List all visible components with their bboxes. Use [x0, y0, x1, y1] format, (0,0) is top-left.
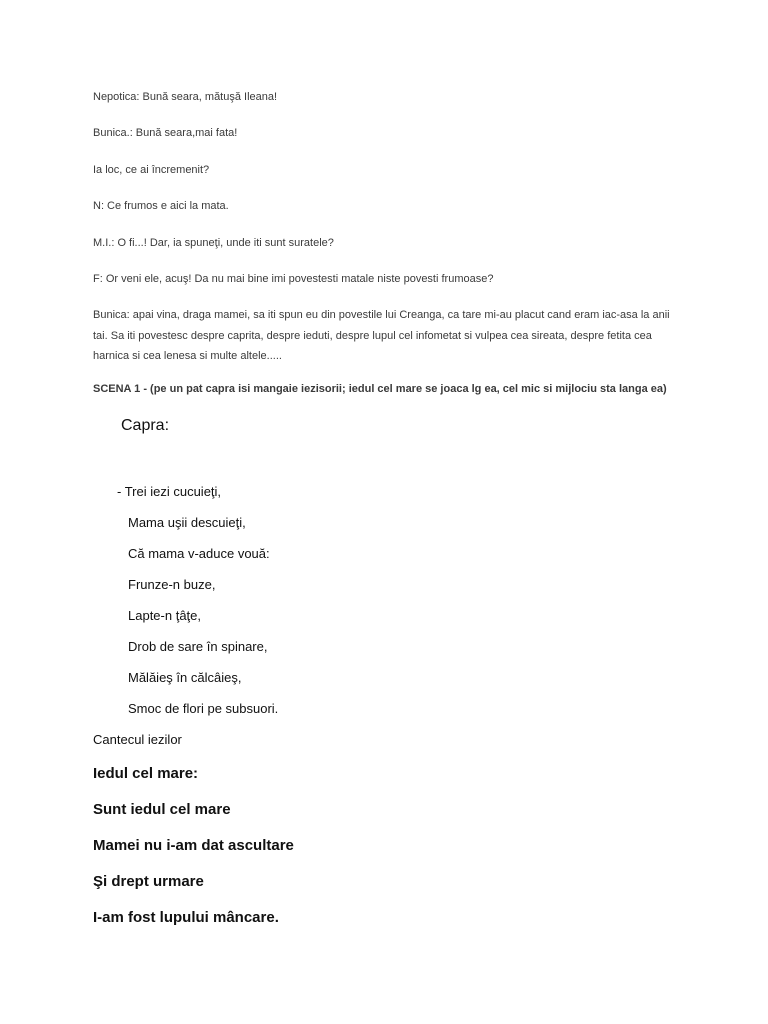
scene-heading: SCENA 1 - (pe un pat capra isi mangaie iezisorii; iedul cel mare se joaca lg ea, cel mic si mijlociu sta langa ea) [93, 383, 667, 395]
capra-label: Capra: [121, 417, 170, 434]
dialogue-line-f: F: Or veni ele, acuş! Da nu mai bine imi povestesti matale niste povesti frumoase? [93, 273, 494, 285]
dialogue-line-mi: M.I.: O fi...! Dar, ia spuneţi, unde iti sunt suratele? [93, 237, 334, 249]
song-line: Smoc de flori pe subsuori. [128, 701, 279, 716]
song-line: Mălăieş în călcâieş, [128, 670, 242, 685]
dialogue-line-n: N: Ce frumos e aici la mata. [93, 200, 229, 212]
song-line: Frunze-n buze, [128, 577, 216, 592]
song-line: - Trei iezi cucuieţi, [117, 484, 222, 499]
iedul-mare-line: Şi drept urmare [93, 873, 204, 890]
bunica-paragraph: Bunica: apai vina, draga mamei, sa iti spun eu din povestile lui Creanga, ca tare mi-au placut cand eram iac-asa la anii tai. Sa iti povestesc despre caprita, despre ieduti, despre lupul cel infometat si vulpea cea sireata, despre fetita cea harnica si cea lenesa si multe altele..... [93, 309, 670, 362]
iedul-mare-heading: Iedul cel mare: [93, 765, 199, 782]
dialogue-line-nepotica: Nepotica: Bună seara, mătuşă Ileana! [93, 91, 278, 103]
song-line: Că mama v-aduce vouă: [128, 546, 270, 561]
cantec-label: Cantecul iezilor [93, 732, 182, 747]
iedul-mare-line: I-am fost lupului mâncare. [93, 909, 279, 926]
iedul-mare-line: Mamei nu i-am dat ascultare [93, 837, 294, 854]
song-line: Mama uşii descuieţi, [128, 515, 246, 530]
dialogue-line-bunica: Bunica.: Bună seara,mai fata! [93, 127, 238, 139]
iedul-mare-line: Sunt iedul cel mare [93, 801, 231, 818]
song-line: Lapte-n ţâţe, [128, 608, 201, 623]
dialogue-line-ia-loc: Ia loc, ce ai încremenit? [93, 164, 210, 176]
song-line: Drob de sare în spinare, [128, 639, 268, 654]
